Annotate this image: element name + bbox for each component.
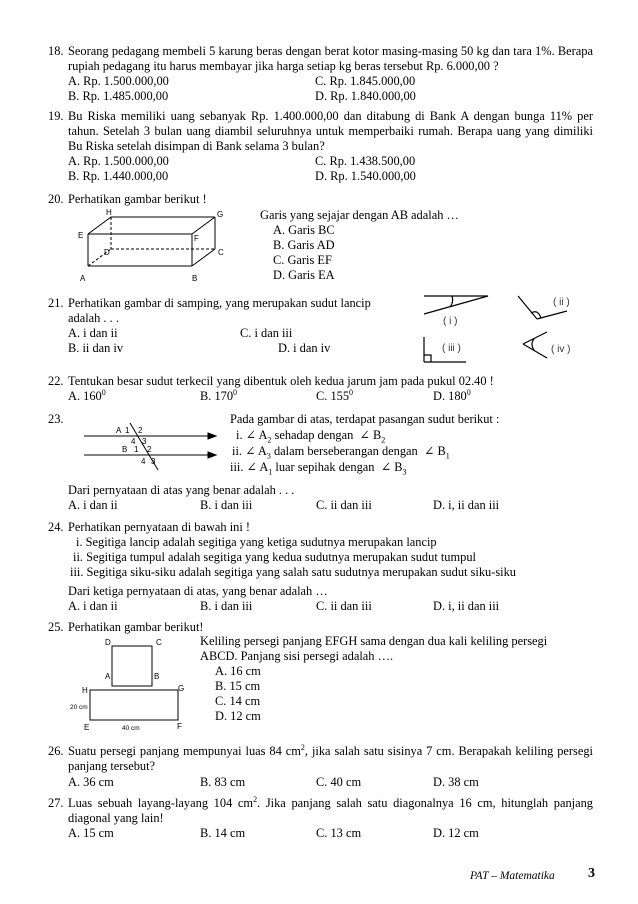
svg-text:2: 2 <box>147 445 152 454</box>
options-row <box>68 74 593 89</box>
label-f: F <box>177 722 182 731</box>
option-d: D. Rp. 1.540.000,00 <box>315 169 416 183</box>
question-number: 26. <box>48 744 64 758</box>
statement-2: ii. ∠ $A_3$ dalam berseberangan dengan ∠ $B_1$ <box>232 444 450 461</box>
cuboid-figure <box>68 206 233 286</box>
q20-prompt: Garis yang sejajar dengan AB adalah … <box>260 208 459 222</box>
question-text: Bu Riska memiliki uang sebanyak Rp. 1.400.000,00 dan ditabung di Bank A dengan bunga 11% per tahun. Setelah 3 bulan uang diambil seluruhnya untuk memperbaiki rumah. Berapa uang yang dimiliki Bu Riska setelah disimpan di Bank selama 3 bulan? <box>68 109 593 153</box>
question-text: Perhatikan gambar berikut! <box>68 620 204 634</box>
option-c: C. i dan iii <box>240 326 293 340</box>
option-d: D. Garis EA <box>273 268 335 282</box>
parallel-lines-figure <box>78 418 228 476</box>
option-b: B. 14 cm <box>200 826 246 840</box>
option-b: B. ii dan iv <box>68 341 124 355</box>
option-d: D. 12 cm <box>433 826 479 840</box>
option-a: A. Garis BC <box>273 223 335 237</box>
option-b: B. 83 cm <box>200 775 246 789</box>
page-number: 3 <box>588 866 595 881</box>
option-a: A. 36 cm <box>68 775 114 789</box>
question-number: 22. <box>48 374 64 388</box>
option-c: C. Rp. 1.438.500,00 <box>315 154 416 168</box>
options-row <box>68 154 593 169</box>
option-b: B. $170^0$ <box>200 387 238 403</box>
label-a: A <box>105 672 111 681</box>
label-a: A <box>116 426 122 435</box>
label-b: B <box>122 445 128 454</box>
option-a: A. Rp. 1.500.000,00 <box>68 74 169 88</box>
statement-1: i. ∠ $A_2$ sehadap dengan ∠ $B_2$ <box>236 428 386 445</box>
option-a: A. Rp. 1.500.000,00 <box>68 154 169 168</box>
option-b: B. Rp. 1.440.000,00 <box>68 169 169 183</box>
option-c: C. $155^0$ <box>316 387 354 403</box>
label-d: D <box>104 248 110 257</box>
label-height: 20 cm <box>70 704 88 711</box>
option-d: D. i dan iv <box>278 341 331 355</box>
label-h: H <box>106 208 112 217</box>
option-c: C. 13 cm <box>316 826 362 840</box>
label-ii: ( ii ) <box>553 297 570 308</box>
question-number: 25. <box>48 620 64 634</box>
svg-text:4: 4 <box>141 457 146 466</box>
question-27 <box>48 796 593 826</box>
question-number: 23. <box>48 412 64 426</box>
option-c: C. 14 cm <box>215 694 261 708</box>
question-text: Suatu persegi panjang mempunyai luas 84 $cm^2$, jika salah satu sisinya 7 cm. Berapakah keliling persegi panjang tersebut? <box>68 742 593 773</box>
question-20 <box>48 192 593 207</box>
question-number: 24. <box>48 520 64 534</box>
question-18 <box>48 44 593 104</box>
option-a: A. 15 cm <box>68 826 114 840</box>
question-text: Perhatikan pernyataan di bawah ini ! <box>68 520 251 534</box>
svg-text:4: 4 <box>131 437 136 446</box>
option-d: D. $180^0$ <box>433 387 471 403</box>
label-g: G <box>217 210 224 219</box>
option-c: C. 40 cm <box>316 775 362 789</box>
option-a: A. i dan ii <box>68 599 118 613</box>
label-d: D <box>105 638 111 647</box>
question-text-1: Perhatikan gambar di samping, yang merupakan sudut lancip <box>68 296 371 310</box>
question-text: Seorang pedagang membeli 5 karung beras dengan berat kotor masing-masing 50 kg dan tara 1%. Berapa rupiah pedagang itu harus membayar jika harga setiap kg beras tersebut Rp. 6.000,00 ? <box>68 44 593 73</box>
question-number: 20. <box>48 192 64 206</box>
question-text-2: adalah . . . <box>68 311 119 325</box>
question-26 <box>48 744 593 774</box>
option-d: D. i, ii dan iii <box>433 599 500 613</box>
label-a: A <box>80 274 86 283</box>
statement-1: i. Segitiga lancip adalah segitiga yang ketiga sudutnya merupakan lancip <box>76 535 437 549</box>
option-b: B. Rp. 1.485.000,00 <box>68 89 169 103</box>
option-d: D. i, ii dan iii <box>433 498 500 512</box>
statement-3: iii. ∠ $A_1$ luar sepihak dengan ∠ $B_3$ <box>230 460 407 477</box>
label-i: ( i ) <box>443 316 458 327</box>
option-a: A. $160^0$ <box>68 387 106 403</box>
options-row <box>68 169 593 184</box>
q25-prompt-1: Keliling persegi panjang EFGH sama dengan dua kali keliling persegi <box>200 634 548 648</box>
label-h: H <box>82 686 88 695</box>
option-a: A. i dan ii <box>68 326 118 340</box>
options-row <box>68 89 593 104</box>
q25-prompt-2: ABCD. Panjang sisi persegi adalah …. <box>200 649 394 663</box>
label-b: B <box>192 274 198 283</box>
footer: PAT – Matematika <box>470 870 555 882</box>
option-d: D. Rp. 1.840.000,00 <box>315 89 416 103</box>
angles-figure <box>410 288 595 368</box>
option-c: C. ii dan iii <box>316 599 372 613</box>
q23-intro: Pada gambar di atas, terdapat pasangan sudut berikut : <box>230 412 500 426</box>
label-c: C <box>218 248 224 257</box>
option-a: A. i dan ii <box>68 498 118 512</box>
label-g: G <box>178 684 185 693</box>
question-text: Luas sebuah layang-layang 104 $cm^2$. Jika panjang salah satu diagonalnya 16 cm, hitunglah panjang diagonal yang lain! <box>68 794 593 825</box>
option-c: C. Rp. 1.845.000,00 <box>315 74 416 88</box>
label-e: E <box>78 231 84 240</box>
question-text: Perhatikan gambar berikut ! <box>68 192 207 206</box>
label-iv: ( iv ) <box>551 344 571 355</box>
option-d: D. 38 cm <box>433 775 479 789</box>
label-b: B <box>154 672 160 681</box>
option-b: B. i dan iii <box>200 498 253 512</box>
question-number: 18. <box>48 44 64 58</box>
option-c: C. ii dan iii <box>316 498 372 512</box>
option-b: B. i dan iii <box>200 599 253 613</box>
svg-text:1: 1 <box>134 445 139 454</box>
q24-ask: Dari ketiga pernyataan di atas, yang benar adalah … <box>68 584 328 598</box>
option-b: B. Garis AD <box>273 238 335 252</box>
question-number: 19. <box>48 109 64 123</box>
question-number: 21. <box>48 296 64 310</box>
svg-text:2: 2 <box>138 426 143 435</box>
svg-text:3: 3 <box>151 457 156 466</box>
label-iii: ( iii ) <box>442 343 461 354</box>
label-c: C <box>156 638 162 647</box>
statement-2: ii. Segitiga tumpul adalah segitiga yang kedua sudutnya merupakan sudut tumpul <box>73 550 476 564</box>
option-c: C. Garis EF <box>273 253 332 267</box>
question-19 <box>48 109 593 184</box>
question-number: 27. <box>48 796 64 810</box>
option-a: A. 16 cm <box>215 664 261 678</box>
statement-3: iii. Segitiga siku-siku adalah segitiga yang salah satu sudutnya merupakan sudut siku-siku <box>70 565 516 579</box>
q23-ask: Dari pernyataan di atas yang benar adalah . . . <box>68 483 295 497</box>
label-width: 40 cm <box>122 725 140 732</box>
svg-text:1: 1 <box>125 426 130 435</box>
svg-text:3: 3 <box>142 437 147 446</box>
label-f: F <box>194 234 199 243</box>
option-b: B. 15 cm <box>215 679 261 693</box>
option-d: D. 12 cm <box>215 709 261 723</box>
rectangles-figure <box>66 634 201 734</box>
question-text: Tentukan besar sudut terkecil yang dibentuk oleh kedua jarum jam pada pukul 02.40 ! <box>68 374 494 388</box>
label-e: E <box>84 723 90 732</box>
